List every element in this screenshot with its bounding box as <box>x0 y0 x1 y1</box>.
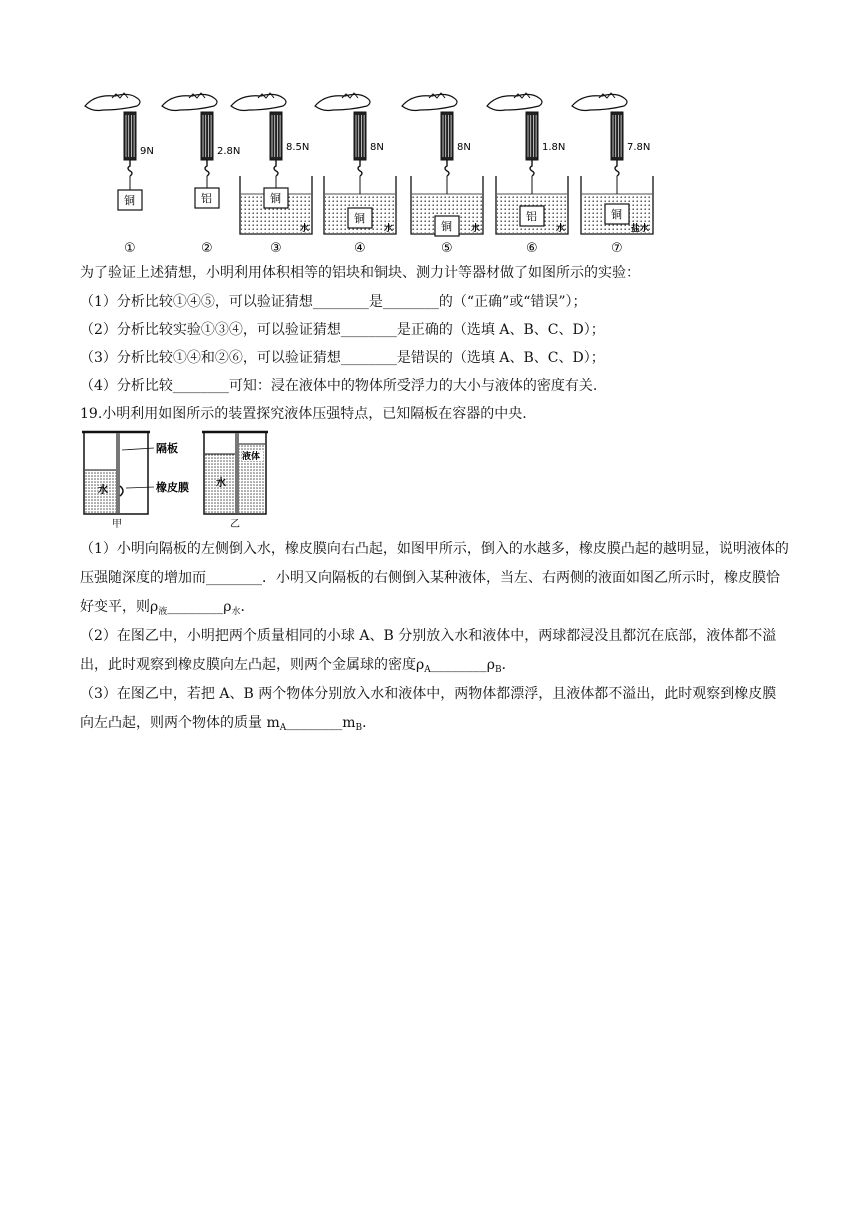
force-reading: 8N <box>457 142 471 153</box>
station-number: ③ <box>270 241 282 256</box>
station-number: ⑥ <box>526 241 538 256</box>
liquid-pressure-container-figure <box>82 430 268 530</box>
water-label-jia: 水 <box>98 485 108 496</box>
block-label: 铝 <box>526 210 537 223</box>
block-label: 铜 <box>270 192 281 205</box>
force-reading: 8N <box>370 142 384 153</box>
container-jia <box>82 432 154 530</box>
membrane-jia <box>120 486 123 496</box>
partition-yi <box>235 433 239 513</box>
station-6 <box>487 93 568 256</box>
station-number: ⑦ <box>611 241 623 256</box>
q19-part-2: （2）在图乙中，小明把两个质量相同的小球 A、B 分别放入水和液体中，两球都浸没且都沉在底部，液体都不溢出，此时观察到橡皮膜向左凸起，则两个金属球的密度$\rho_A\_\_\_\_\_\_\_\_\rho_B$． <box>80 628 777 675</box>
caption-yi: 乙 <box>230 519 240 530</box>
station-7 <box>572 93 653 256</box>
membrane-label: 橡皮膜 <box>156 481 189 494</box>
block-label: 铜 <box>354 212 365 225</box>
force-reading: 8.5N <box>286 142 310 153</box>
container-yi <box>202 432 268 530</box>
station-4 <box>315 93 396 256</box>
q19-part-1: （1）小明向隔板的左侧倒入水，橡皮膜向右凸起，如图甲所示，倒入的水越多，橡皮膜凸起的越明显，说明液体的压强随深度的增加而________．小明又向隔板的右侧倒入某种液体，当左、右两侧的液面如图乙所示时，橡皮膜恰好变平，则$\rho_液\_\_\_\_\_\_\_\_\rho_水$． <box>80 541 789 617</box>
buoyancy-experiment-figure <box>80 88 660 256</box>
block-label: 铜 <box>611 208 622 221</box>
q18-item-3: （3）分析比较①④和②⑥，可以验证猜想________是错误的（选填 A、B、C、D）； <box>80 350 605 366</box>
q19-title: 19.小明利用如图所示的装置探究液体压强特点，已知隔板在容器的中央. <box>80 406 527 422</box>
station-number: ④ <box>354 241 366 256</box>
station-1 <box>85 93 154 256</box>
q19-part-3: （3）在图乙中，若把 A、B 两个物体分别放入水和液体中，两物体都漂浮，且液体都不溢出，此时观察到橡皮膜向左凸起，则两个物体的质量 $m_A\_\_\_\_\_\_\_\_m_B$． <box>80 686 777 733</box>
q18-item-1: （1）分析比较①④⑤，可以验证猜想________是________的（“正确”或“错误”）； <box>80 294 587 310</box>
liquid-label: 水 <box>556 224 566 234</box>
station-2 <box>162 93 240 256</box>
force-reading: 1.8N <box>542 142 566 153</box>
force-reading: 7.8N <box>627 142 651 153</box>
block-label: 铜 <box>441 220 452 233</box>
partition-label: 隔板 <box>156 442 178 455</box>
liquid-label: 水 <box>471 224 481 234</box>
liquid-label-yi: 液体 <box>242 452 261 462</box>
liquid-label: 盐水 <box>631 224 650 234</box>
caption-jia: 甲 <box>112 519 122 530</box>
partition-jia <box>116 433 120 513</box>
station-number: ⑤ <box>441 241 453 256</box>
liquid-label: 水 <box>300 224 310 234</box>
q18-item-2: （2）分析比较实验①③④，可以验证猜想________是正确的（选填 A、B、C、D）； <box>80 322 605 338</box>
q18-item-4: （4）分析比较________可知：浸在液体中的物体所受浮力的大小与液体的密度有关. <box>80 378 598 394</box>
block-label: 铝 <box>201 192 212 205</box>
q18-intro: 为了验证上述猜想，小明利用体积相等的铝块和铜块、测力计等器材做了如图所示的实验： <box>80 265 640 281</box>
force-reading: 9N <box>140 146 154 157</box>
station-number: ② <box>201 241 213 256</box>
station-3 <box>231 93 312 256</box>
station-number: ① <box>124 241 136 256</box>
water-label-yi: 水 <box>216 478 226 489</box>
liquid-label: 水 <box>384 224 394 234</box>
force-reading: 2.8N <box>217 146 241 157</box>
station-5 <box>402 93 483 256</box>
block-label: 铜 <box>124 194 135 207</box>
